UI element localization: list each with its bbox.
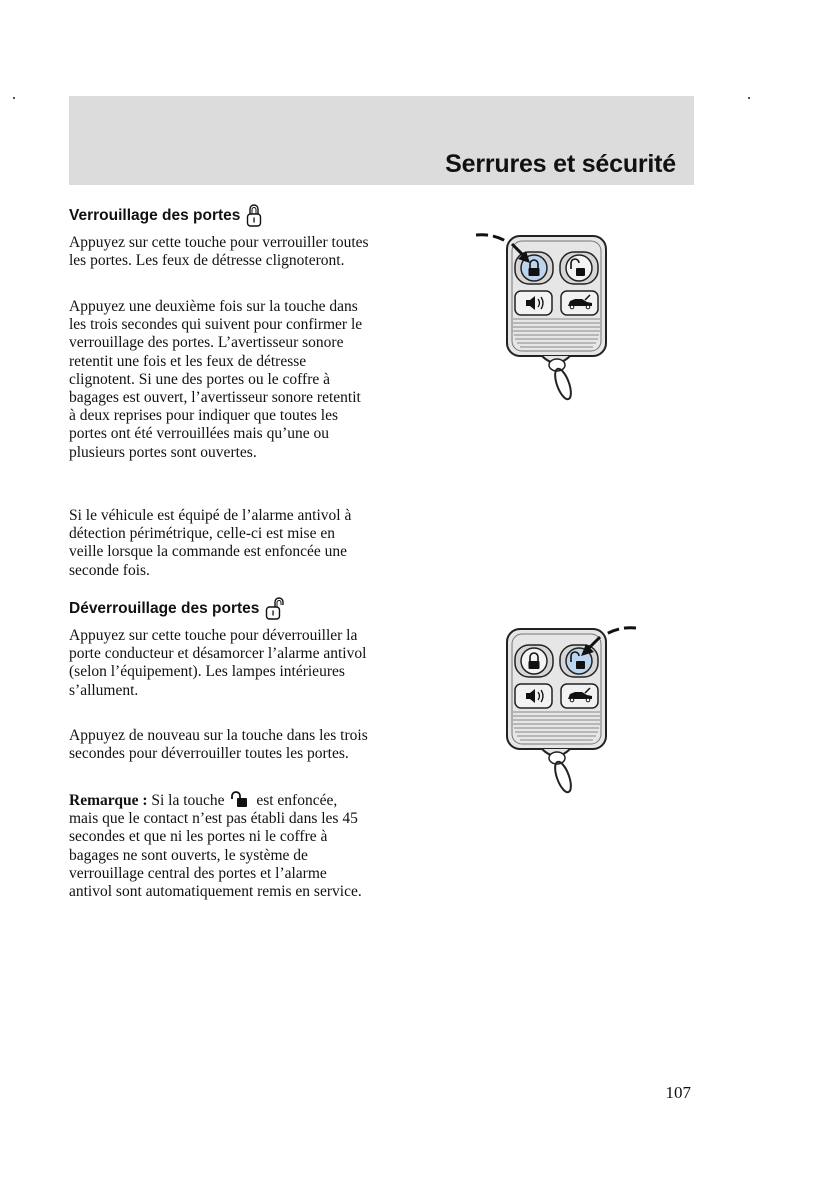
section-header-band [69,96,694,185]
fob-unlock-button [560,252,598,284]
page-title: Serrures et sécurité [445,150,676,178]
lock-paragraph-2: Appuyez une deuxième fois sur la touche dans les trois secondes qui suivent pour confirmer le verrouillage des portes. L’avertisseur sonore retentit une fois et les feux de détresse clignotent. Si une des portes ou le coffre à bagages est ouvert, l’avertisseur sonore retentit à deux reprises pour indiquer que toutes les portes ont été verrouillées mais qu’une ou plusieurs portes sont ouvertes. [69,298,363,461]
note-text-before: Si la touche [151,792,225,809]
unlock-paragraph-2: Appuyez de nouveau sur la touche dans les trois secondes pour déverrouiller toutes les portes. [69,727,368,763]
key-fob-lock-illustration [468,225,613,405]
note-text-after: est enfoncée, mais que le contact n’est pas établi dans les 45 secondes et que ni les portes ni le coffre à bagages ne sont ouverts, le système de verrouillage central des portes et l’alarme antivol sont automatiquement remis en service. [69,792,362,901]
key-fob-unlock-illustration [468,618,648,798]
fob-lock-button-2 [515,645,553,677]
fob-trunk-button-2 [561,684,598,708]
unlock-section-heading [69,596,287,622]
lock-paragraph-3: Si le véhicule est équipé de l’alarme antivol à détection périmétrique, celle-ci est mise en veille lorsque la commande est enfoncée une seconde fois. [69,507,352,579]
padlock-open-icon [265,596,287,622]
lock-heading-text: Verrouillage des portes [69,207,241,224]
fob-horn-button-2 [515,684,552,708]
unlock-heading-text: Déverrouillage des portes [69,600,260,617]
crop-mark-right [748,97,750,99]
unlock-paragraph-1: Appuyez sur cette touche pour déverrouiller la porte conducteur et désamorcer l’alarme antivol (selon l’équipement). Les lampes intérieures s’allument. [69,627,367,699]
lock-paragraph-1: Appuyez sur cette touche pour verrouiller toutes les portes. Les feux de détresse clignoteront. [69,234,369,270]
page-number: 107 [665,1083,691,1102]
unlock-inline-icon [230,791,250,807]
unlock-note [69,791,369,901]
fob-unlock-button-2 [560,645,598,677]
crop-mark-left [13,97,15,99]
fob-trunk-button [561,291,598,315]
fob-horn-button [515,291,552,315]
padlock-closed-icon [246,203,262,229]
lock-section-heading [69,203,262,229]
note-label: Remarque : [69,792,148,809]
